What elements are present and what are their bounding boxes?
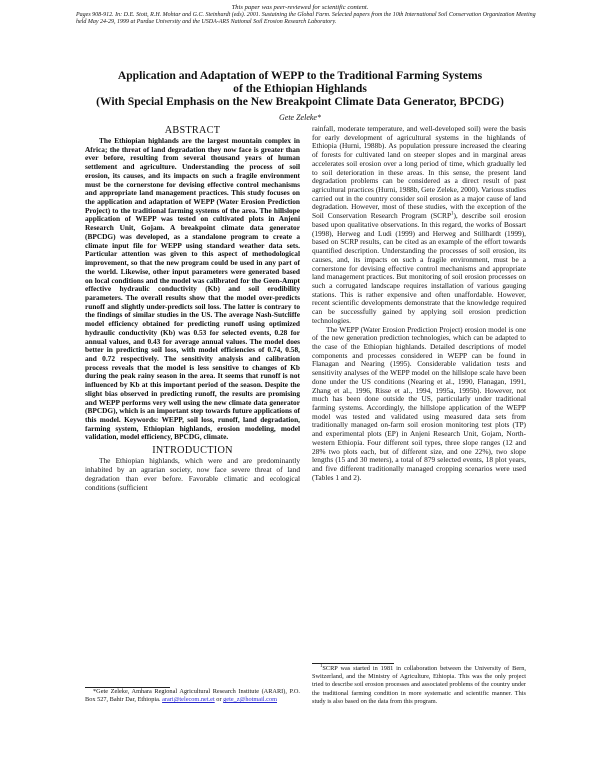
body-paragraph-1-start: rainfall, moderate temperature, and well-developed soil) were the basis for early development of agricultural systems in the highlands of Ethiopia (Hurni, 1988b). As population pressure increased the clearing of forests for cultivated land on steeper slopes and in marginal areas accelerates soil erosion over a long period of time, which gradually led to soil deterioration in these areas. In this sense, the present land degradation problems can be considered as a direct result of past agricultural practices (Hurni, 1988b, Gete Zeleke, 2000). Various studies carried out in the country consider soil erosion as a major cause of land degradation. However, most of these studies, with the exception of the Soil Conservation Research Program (SCRP xyxy=(312,124,526,221)
introduction-text: The Ethiopian highlands, which were and are predominantly inhabited by an agrarian society, now face severe threat of land degradation than ever before. Favorable climatic and ecological conditions (sufficient xyxy=(85,456,300,492)
right-footnote-rule xyxy=(312,663,394,664)
title-line-1: Application and Adaptation of WEPP to the Traditional Farming Systems xyxy=(117,69,483,82)
title-line-2: of the Ethiopian Highlands xyxy=(233,82,367,95)
email-separator: or xyxy=(216,696,222,704)
body-paragraph-1-end: ), describe soil erosion based upon qualitative observations. In this regard, the works of Bossart (1998), Herweg and Ludi (1999) and Herweg and Stillhardt (1999), based on SCRP results, can be cited as an example of the effort towards quantified description. Understanding the processes of soil erosion, its causes, and, its impacts on such a fragile environment, must be a cornerstone for devising effective control mechanisms and appropriate land management practices. But monitoring of soil erosion processes on such a corrugated landscape requires installation of various gauging stations. This is rather expensive and often unaffordable. However, recent scientific developments demonstrate that the knowledge required can be successfully gained by applying soil erosion prediction technologies. xyxy=(312,211,526,325)
email-link-hotmail[interactable]: gete_z@hotmail.com xyxy=(223,696,278,704)
scrp-footnote-marker: 1 xyxy=(320,663,323,669)
title-line-3: (With Special Emphasis on the New Breakpoint Climate Data Generator, BPCDG) xyxy=(96,95,504,108)
body-paragraph-1 xyxy=(312,125,526,326)
scrp-footnote-text: SCRP was started in 1981 in collaboration between the University of Bern, Switzerland, and the Ministry of Agriculture, Ethiopia. This was the only project tried to describe soil erosion processes and associated problems of the country under the traditional farming condition in more systematic and scientific manner. This study is also based on the data from this program. xyxy=(312,665,526,705)
peer-review-note: This paper was peer-reviewed for scientific content. xyxy=(231,4,369,11)
author-name: Gete Zeleke* xyxy=(279,113,321,122)
email-link-arari[interactable]: arari@telecom.net.et xyxy=(162,696,215,704)
abstract-text: The Ethiopian highlands are the largest mountain complex in Africa; the threat of land degradation they now face is greater than ever before, resulting from several thousand years of human settlement and agriculture. Understanding the process of soil erosion, its causes, and its impacts on such a fragile environment must be the cornerstone for devising effective control mechanisms and appropriate land management practices. This study focuses on the application and adaptation of WEPP (Water Erosion Prediction Project) to the traditional farming systems of the area. The hillslope application of WEPP was tested on cultivated plots in Anjeni Research Unit, Gojam. A breakpoint climate data generator (BPCDG) was developed, as a standalone program to create a climate input file for WEPP using standard weather data sets. Particular attention was given to this aspect of methodological improvement, so that the new program could be used in any part of the world. Likewise, other input parameters were generated based on local conditions and the model was calibrated for the Geen-Ampt effective hydraulic conductivity (Kb) and soil erodibility parameters. The overall results show that the model over-predicts runoff and slightly under-predicts soil loss. The latter is contrary to the findings of similar studies in the US. The average Nash-Sutcliffe model efficiency obtained for predicting runoff using optimized hydraulic conductivity (Kb) was 0.53 for selected events, 0.28 for annual values, and 0.43 for average annual values. The model does better in predicting soil loss, with model efficiencies of 0.74, 0.58, and 0.72 respectively. The sensitivity analysis and calibration process reveals that the model is less sensitive to changes of Kb during the peak rainy season in the area. It seems that runoff is not influenced by Kb at this important period of the season. Despite the slight bias observed in predicting runoff, the results are promising and WEPP performs very well using the new climate data generator (BPCDG), which is an important step towards future applications of this model. Keywords: WEPP, soil loss, runoff, land degradation, farming system, Ethiopian highlands, erosion modeling, model validation, model efficiency, BPCDG, climate. xyxy=(85,136,300,442)
author-footnote xyxy=(85,688,300,704)
abstract-heading: ABSTRACT xyxy=(164,125,221,136)
scrp-footnote xyxy=(312,665,526,706)
introduction-heading: INTRODUCTION xyxy=(152,445,233,457)
body-paragraph-2: The WEPP (Water Erosion Prediction Project) erosion model is one of the new generation prediction technologies, which can be adapted to the case of the Ethiopian highlands. Detailed descriptions of model components and processes considered in WEPP can be found in Flanagan and Nearing (1995). Considerable validation tests and sensitivity analyses of the WEPP model on the hillslope scale have been done under the US conditions (Nearing et al., 1990, Flanagan, 1991, Zhang et al., 1996, Risse et al., 1994, 1995a, 1995b). However, not much has been done outside the US, particularly under traditional farming systems. Accordingly, the hillslope application of the WEPP model was tested and validated using measured data sets from traditionally managed on-farm soil erosion monitoring test plots (TP) and experimental plots (EP) in Anjeni Research Unit, Gojam, North-western Ethiopia. Four different soil types, three slope ranges (12 and 28% two plots each, but of different size, and one 22%), two slope lengths (15 and 30 meters), a total of 879 selected events, 18 plot years, and five different traditionally managed cropping scenarios were used (Tables 1 and 2). xyxy=(312,324,526,482)
right-column xyxy=(312,125,526,482)
paper-title xyxy=(60,69,540,108)
left-column xyxy=(85,125,300,492)
author-affiliation: *Gete Zeleke, Amhara Regional Agricultural Research Institute (ARARI), P.O. Box 527, Bahir Dar, Ethiopia. xyxy=(85,688,300,704)
footnote-marker: 1 xyxy=(451,211,454,217)
citation-header: Pages 908-912. In: D.E. Stott, R.H. Mohtar and G.C. Steinhardt (eds). 2001. Sustaining the Global Farm. Selected papers from the 10th International Soil Conservation Organization Meeting held May 24-29, 1999 at Purdue University and the USDA-ARS National Soil Erosion Research Laboratory. xyxy=(76,12,536,26)
